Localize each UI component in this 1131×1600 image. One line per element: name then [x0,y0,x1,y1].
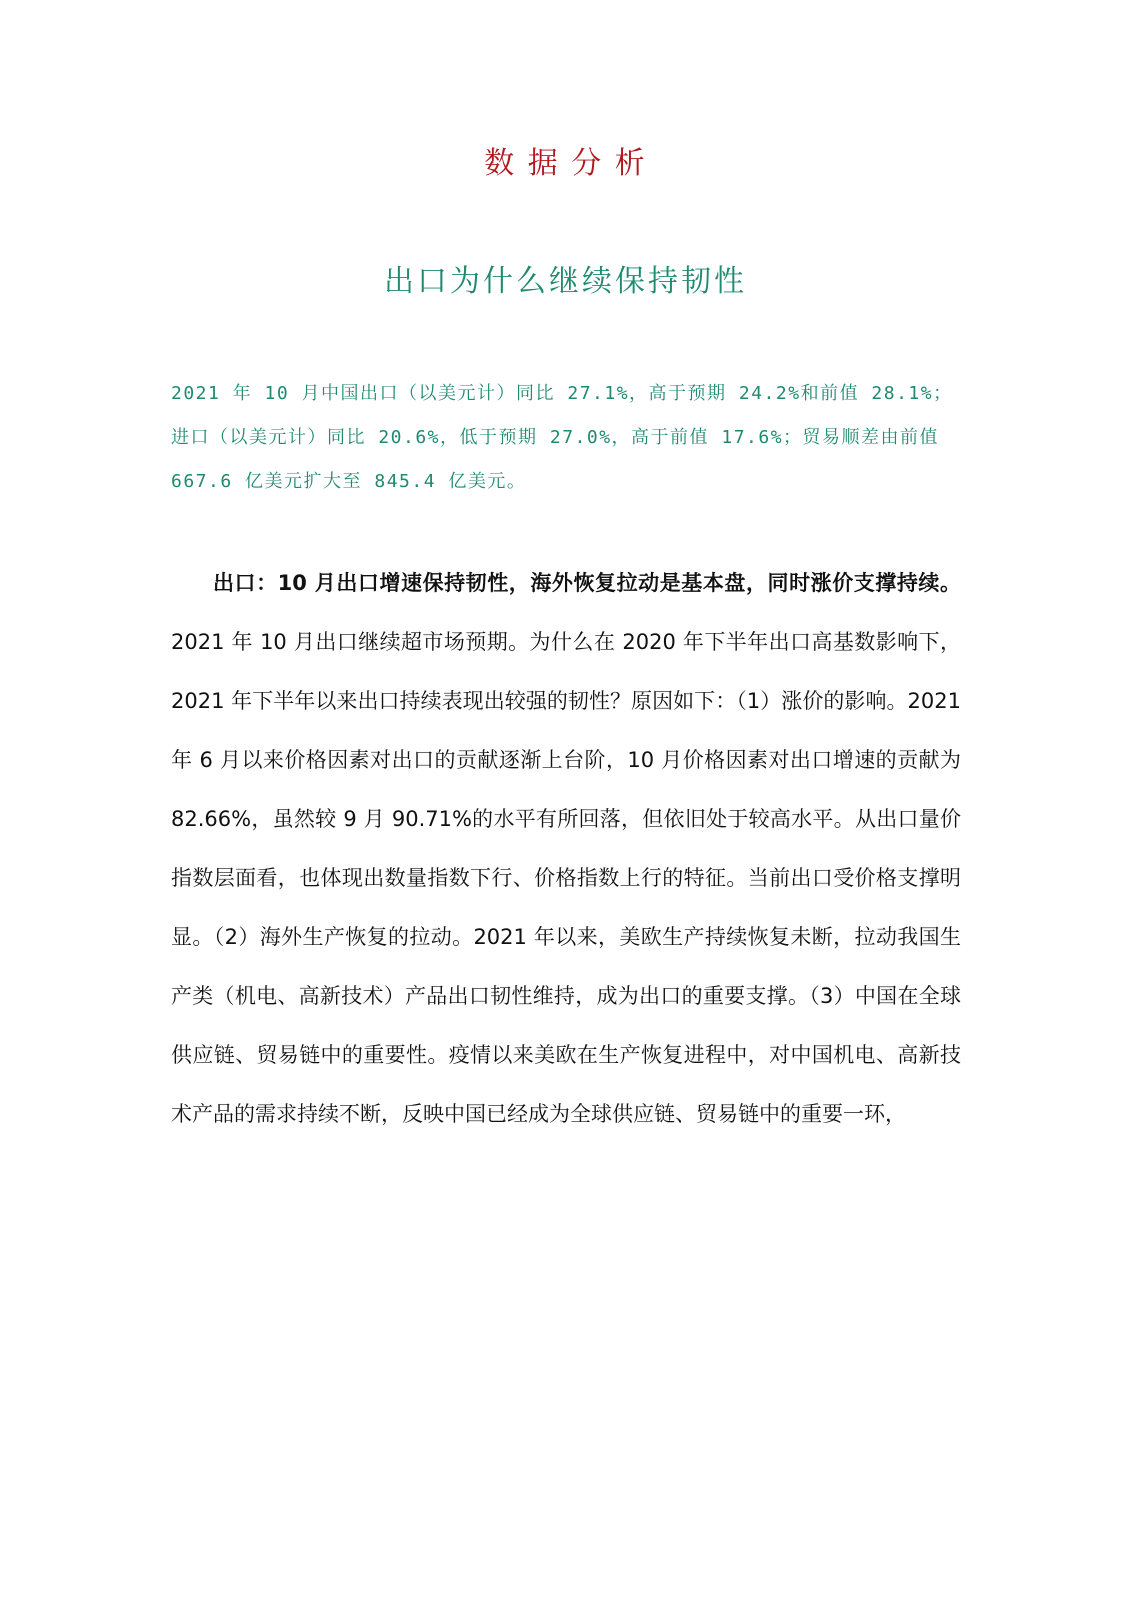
body-lead-sentence: 出口：10 月出口增速保持韧性，海外恢复拉动是基本盘，同时涨价支撑持续。 [213,571,961,595]
summary-paragraph: 2021 年 10 月中国出口（以美元计）同比 27.1%，高于预期 24.2%和前值 28.1%；进口（以美元计）同比 20.6%，低于预期 27.0%，高于前值 17.6%；贸易顺差由前值 667.6 亿美元扩大至 845.4 亿美元。 [171,383,953,492]
body-text: 2021 年 10 月出口继续超市场预期。为什么在 2020 年下半年出口高基数影响下，2021 年下半年以来出口持续表现出较强的韧性？原因如下：（1）涨价的影响。2021 年 6 月以来价格因素对出口的贡献逐渐上台阶，10 月价格因素对出口增速的贡献为 82.66%，虽然较 9 月 90.71%的水平有所回落，但依旧处于较高水平。从出口量价指数层面看，也体现出数量指数下行、价格指数上行的特征。当前出口受价格支撑明显。（2）海外生产恢复的拉动。2021 年以来，美欧生产持续恢复未断，拉动我国生产类（机电、高新技术）产品出口韧性维持，成为出口的重要支撑。（3）中国在全球供应链、贸易链中的重要性。疫情以来美欧在生产恢复进程中，对中国机电、高新技术产品的需求持续不断，反映中国已经成为全球供应链、贸易链中的重要一环， [171,630,961,1126]
article-title: 出口为什么继续保持韧性 [384,264,747,299]
section-title: 数 据 分 析 [484,146,647,181]
body-paragraph [171,554,961,1144]
